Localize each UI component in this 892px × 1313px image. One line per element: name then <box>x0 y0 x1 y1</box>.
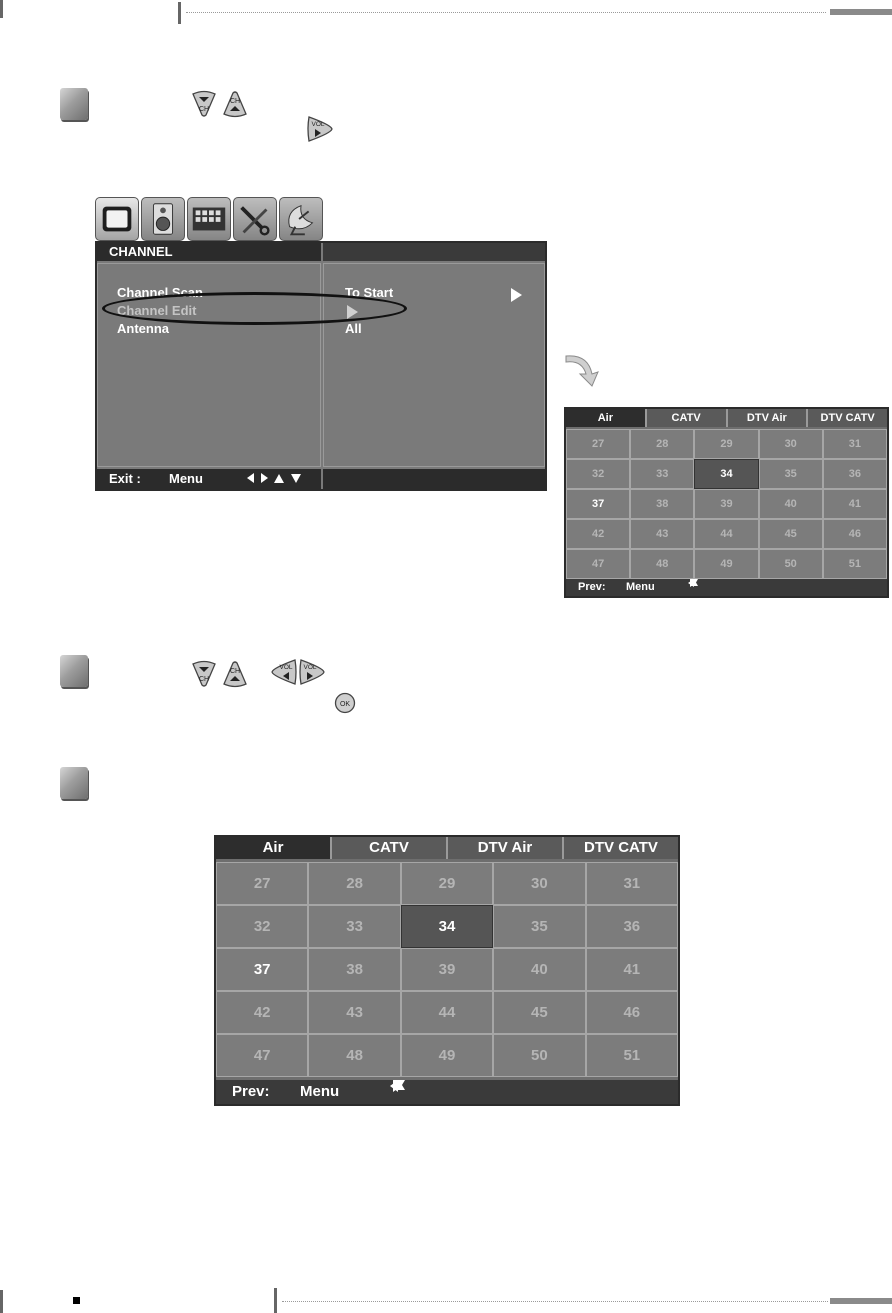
channel-cell-46[interactable]: 46 <box>586 991 678 1034</box>
grid-tab-dtv-air[interactable]: DTV Air <box>448 837 564 859</box>
channel-cell-43[interactable]: 43 <box>630 519 694 549</box>
grid-tab-air[interactable]: Air <box>566 409 647 427</box>
footer-bullet <box>73 1297 80 1304</box>
curved-arrow-icon <box>562 352 600 390</box>
ch-label: CH <box>229 668 241 675</box>
grid-cells <box>216 862 678 1077</box>
menu-tab-strip <box>95 195 325 241</box>
footer-exit-label: Exit : <box>109 471 141 486</box>
menu-item-channel-scan[interactable]: Channel Scan <box>117 285 203 300</box>
grid-footer-prev-key: Menu <box>626 581 655 593</box>
channel-cell-36[interactable]: 36 <box>586 905 678 948</box>
channel-cell-27[interactable]: 27 <box>216 862 308 905</box>
channel-cell-32[interactable]: 32 <box>566 459 630 489</box>
ok-button-icon <box>334 692 356 714</box>
grid-tab-dtv-catv[interactable]: DTV CATV <box>808 409 887 427</box>
channel-grid-icon <box>188 198 230 240</box>
channel-menu <box>95 195 547 491</box>
grid-tab-catv[interactable]: CATV <box>647 409 728 427</box>
grid-footer <box>566 579 887 596</box>
channel-cell-51[interactable]: 51 <box>586 1034 678 1077</box>
grid-tab-dtv-air[interactable]: DTV Air <box>728 409 809 427</box>
ch-label: CH <box>198 676 210 683</box>
channel-cell-38[interactable]: 38 <box>630 489 694 519</box>
channel-cell-34[interactable]: 34 <box>694 459 758 489</box>
ch-down-button-icon <box>190 660 218 688</box>
footer-exit-key: Menu <box>169 471 203 486</box>
grid-cells <box>566 429 887 579</box>
menu-value-channel-scan: To Start <box>345 285 394 300</box>
channel-cell-30[interactable]: 30 <box>493 862 585 905</box>
channel-cell-48[interactable]: 48 <box>630 549 694 579</box>
menu-title: CHANNEL <box>97 243 321 261</box>
channel-cell-31[interactable]: 31 <box>823 429 887 459</box>
wrench-icon <box>234 198 276 240</box>
menu-item-antenna[interactable]: Antenna <box>117 321 169 336</box>
channel-cell-40[interactable]: 40 <box>493 948 585 991</box>
speaker-icon <box>142 198 184 240</box>
channel-cell-49[interactable]: 49 <box>401 1034 493 1077</box>
header-left-tick <box>0 0 3 18</box>
channel-cell-35[interactable]: 35 <box>759 459 823 489</box>
channel-cell-37[interactable]: 37 <box>216 948 308 991</box>
channel-cell-32[interactable]: 32 <box>216 905 308 948</box>
channel-cell-28[interactable]: 28 <box>308 862 400 905</box>
channel-cell-44[interactable]: 44 <box>401 991 493 1034</box>
ch-label: CH <box>198 106 210 113</box>
channel-cell-47[interactable]: 47 <box>566 549 630 579</box>
header-dotted-rule <box>186 12 826 13</box>
menu-footer <box>97 469 321 489</box>
channel-cell-36[interactable]: 36 <box>823 459 887 489</box>
vol-label: VOL <box>311 121 325 128</box>
footer-gray-rule <box>830 1298 892 1304</box>
channel-edit-highlight-ellipse <box>102 292 407 325</box>
ch-down-button-icon <box>190 90 218 118</box>
channel-cell-41[interactable]: 41 <box>823 489 887 519</box>
channel-cell-29[interactable]: 29 <box>401 862 493 905</box>
grid-footer-prev-label: Prev: <box>578 581 606 593</box>
channel-cell-35[interactable]: 35 <box>493 905 585 948</box>
channel-cell-46[interactable]: 46 <box>823 519 887 549</box>
grid-footer-prev-label: Prev: <box>232 1083 270 1100</box>
channel-cell-31[interactable]: 31 <box>586 862 678 905</box>
channel-cell-49[interactable]: 49 <box>694 549 758 579</box>
satellite-dish-icon <box>280 198 322 240</box>
channel-cell-42[interactable]: 42 <box>216 991 308 1034</box>
grid-tab-air[interactable]: Air <box>216 837 332 859</box>
footer-left-tick <box>0 1290 3 1313</box>
step-2-marker <box>60 655 88 687</box>
vol-label: VOL <box>279 664 293 671</box>
ch-up-button-icon <box>221 90 249 118</box>
vol-right-button-icon <box>306 115 334 143</box>
menu-title-right <box>323 243 545 261</box>
tv-icon <box>96 198 138 240</box>
grid-tabs <box>566 409 887 427</box>
channel-cell-42[interactable]: 42 <box>566 519 630 549</box>
channel-cell-48[interactable]: 48 <box>308 1034 400 1077</box>
channel-cell-30[interactable]: 30 <box>759 429 823 459</box>
channel-cell-28[interactable]: 28 <box>630 429 694 459</box>
grid-tab-dtv-catv[interactable]: DTV CATV <box>564 837 678 859</box>
grid-footer <box>216 1080 678 1104</box>
ch-label: CH <box>229 98 241 105</box>
vol-label: VOL <box>303 664 317 671</box>
channel-cell-37[interactable]: 37 <box>566 489 630 519</box>
tab-sound[interactable] <box>141 197 185 241</box>
channel-scan-arrow-icon[interactable] <box>511 288 522 302</box>
channel-cell-27[interactable]: 27 <box>566 429 630 459</box>
tab-setup[interactable] <box>233 197 277 241</box>
footer-dotted-rule <box>282 1301 828 1302</box>
grid-footer-prev-key: Menu <box>300 1083 340 1100</box>
channel-cell-39[interactable]: 39 <box>401 948 493 991</box>
header-divider-tick <box>178 2 181 24</box>
vol-right-button-icon <box>298 658 326 686</box>
tab-satellite[interactable] <box>279 197 323 241</box>
step-3-marker <box>60 767 88 799</box>
channel-cell-47[interactable]: 47 <box>216 1034 308 1077</box>
step-1-marker <box>60 88 88 120</box>
header-gray-rule <box>830 9 892 15</box>
vol-left-button-icon <box>270 658 298 686</box>
channel-cell-50[interactable]: 50 <box>493 1034 585 1077</box>
ch-up-button-icon <box>221 660 249 688</box>
channel-cell-33[interactable]: 33 <box>308 905 400 948</box>
channel-cell-45[interactable]: 45 <box>759 519 823 549</box>
tab-picture[interactable] <box>95 197 139 241</box>
channel-cell-50[interactable]: 50 <box>759 549 823 579</box>
channel-grid-large <box>214 835 680 1106</box>
nav-arrows-icon <box>247 469 301 489</box>
tab-channel[interactable] <box>187 197 231 241</box>
grid-tab-catv[interactable]: CATV <box>332 837 448 859</box>
ok-label: OK <box>339 701 351 708</box>
footer-divider-tick <box>274 1288 277 1313</box>
menu-item-channel-edit[interactable]: Channel Edit <box>117 303 197 318</box>
channel-cell-45[interactable]: 45 <box>493 991 585 1034</box>
channel-cell-34[interactable]: 34 <box>401 905 493 948</box>
channel-cell-38[interactable]: 38 <box>308 948 400 991</box>
channel-cell-40[interactable]: 40 <box>759 489 823 519</box>
menu-footer-right <box>323 469 545 489</box>
channel-cell-51[interactable]: 51 <box>823 549 887 579</box>
channel-cell-41[interactable]: 41 <box>586 948 678 991</box>
menu-panel <box>95 241 547 491</box>
channel-cell-43[interactable]: 43 <box>308 991 400 1034</box>
channel-cell-33[interactable]: 33 <box>630 459 694 489</box>
grid-tabs <box>216 837 678 859</box>
channel-cell-44[interactable]: 44 <box>694 519 758 549</box>
channel-grid-small <box>564 407 889 598</box>
channel-cell-39[interactable]: 39 <box>694 489 758 519</box>
menu-value-antenna: All <box>345 321 362 336</box>
channel-cell-29[interactable]: 29 <box>694 429 758 459</box>
